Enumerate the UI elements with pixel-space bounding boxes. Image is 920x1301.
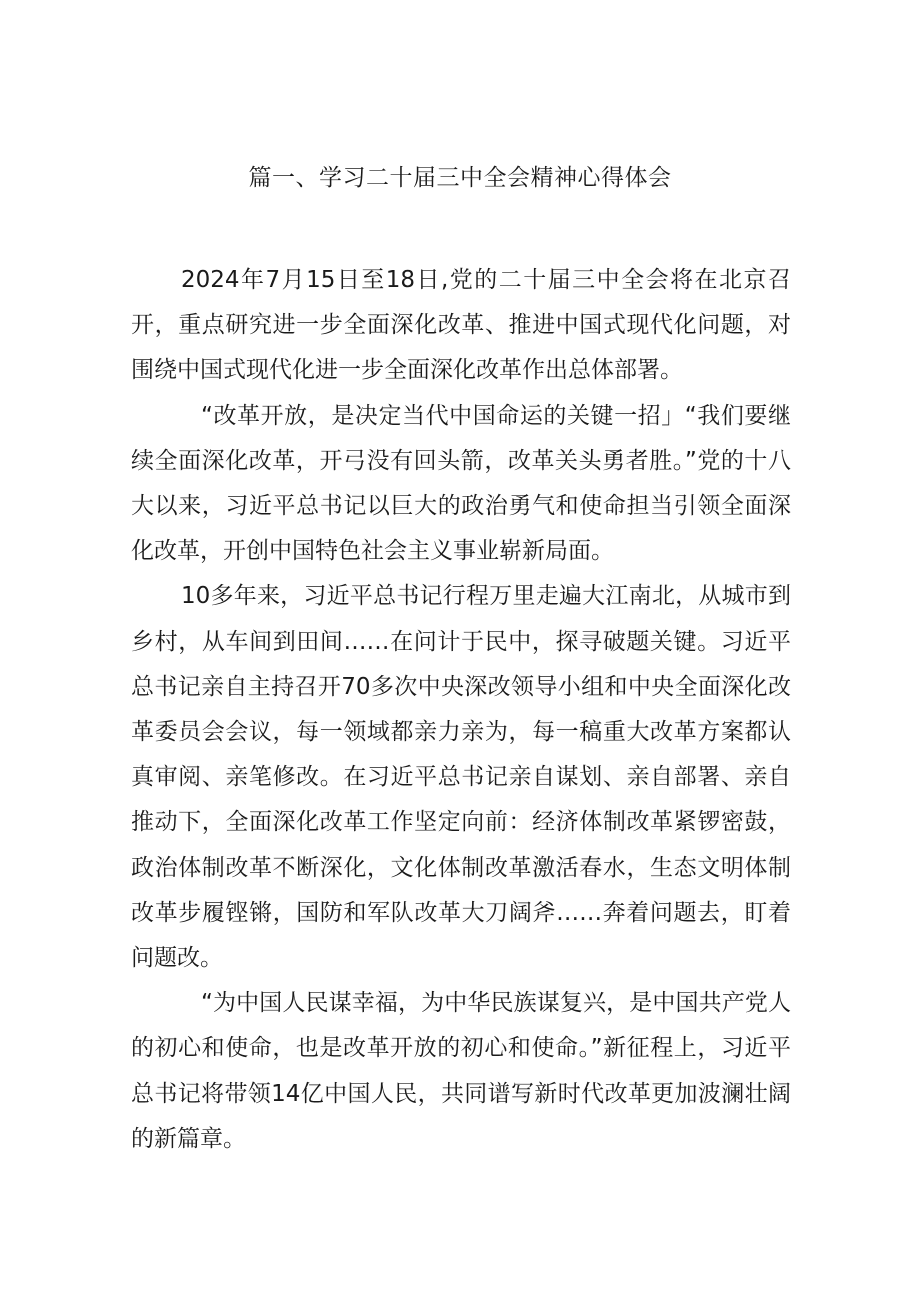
document-title: 篇一、学习二十届三中全会精神心得体会 [248,165,672,191]
paragraph-3: 10多年来，习近平总书记行程万里走遍大江南北，从城市到乡村，从车间到田间……在问计于民中，探寻破题关键。习近平总书记亲自主持召开70多次中央深改领导小组和中央全面深化改革委员会会议，每一领域都亲力亲为，每一稿重大改革方案都认真审阅、亲笔修改。在习近平总书记亲自谋划、亲自部署、亲自推动下，全面深化改革工作坚定向前：经济体制改革紧锣密鼓，政治体制改革不断深化，文化体制改革激活春水，生态文明体制改革步履铿锵，国防和军队改革大刀阔斧……奔着问题去，盯着问题改。 [131,583,791,972]
paragraph-4: “为中国人民谋幸福，为中华民族谋复兴，是中国共产党人的初心和使命，也是改革开放的初心和使命。”新征程上，习近平总书记将带领14亿中国人民，共同谱写新时代改革更加波澜壮阔的新篇章。 [131,990,791,1152]
paragraph-2: “改革开放，是决定当代中国命运的关键一招」“我们要继续全面深化改革，开弓没有回头箭，改革关头勇者胜。”党的十八大以来，习近平总书记以巨大的政治勇气和使命担当引领全面深化改革，开创中国特色社会主义事业崭新局面。 [131,402,791,565]
document-body [131,258,791,1162]
paragraph-1: 2024年7月15日至18日,党的二十届三中全会将在北京召开，重点研究进一步全面深化改革、推进中国式现代化问题，对围绕中国式现代化进一步全面深化改革作出总体部署。 [131,267,791,384]
